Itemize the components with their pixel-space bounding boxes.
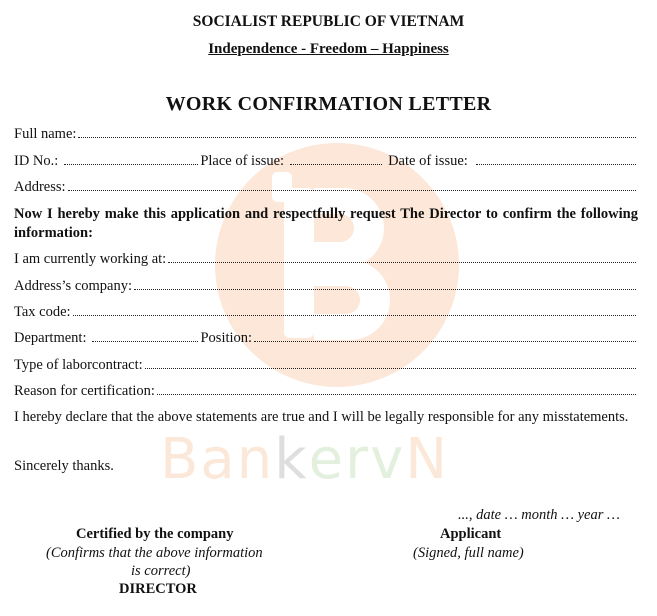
working-at-label: I am currently working at: bbox=[14, 251, 167, 267]
place-of-issue-field[interactable] bbox=[290, 153, 382, 165]
declaration-paragraph: I hereby declare that the above statements are true and I will be legally responsible for any misstatements. bbox=[14, 409, 629, 425]
applicant-signature-note: (Signed, full name) bbox=[413, 545, 524, 561]
company-address-row bbox=[14, 278, 638, 295]
address-label: Address: bbox=[14, 179, 66, 195]
date-of-issue-label: Date of issue: bbox=[388, 153, 468, 169]
reason-label: Reason for certification: bbox=[14, 383, 155, 399]
department-field[interactable] bbox=[92, 330, 198, 342]
reason-row bbox=[14, 383, 638, 400]
closing-text: Sincerely thanks. bbox=[14, 458, 114, 474]
contract-type-field[interactable] bbox=[145, 357, 636, 369]
date-line: ..., date … month … year … bbox=[458, 507, 620, 523]
department-row bbox=[14, 330, 638, 347]
request-paragraph: Now I hereby make this application and respectfully request The Director to confirm the following information: bbox=[14, 206, 638, 241]
company-signature-note-2: is correct) bbox=[131, 563, 191, 579]
position-field[interactable] bbox=[254, 330, 636, 342]
tax-code-label: Tax code: bbox=[14, 304, 71, 320]
tax-code-row bbox=[14, 304, 638, 321]
reason-field[interactable] bbox=[157, 383, 636, 395]
place-of-issue-label: Place of issue: bbox=[200, 153, 285, 169]
id-no-field[interactable] bbox=[64, 153, 198, 165]
id-row bbox=[14, 153, 638, 170]
full-name-label: Full name: bbox=[14, 126, 77, 142]
country-header: SOCIALIST REPUBLIC OF VIETNAM bbox=[192, 13, 465, 30]
company-signature-title: Certified by the company bbox=[76, 526, 234, 542]
working-at-row bbox=[14, 251, 638, 268]
applicant-signature-title: Applicant bbox=[440, 526, 502, 542]
motto-header: Independence - Freedom – Happiness bbox=[208, 41, 449, 57]
watermark-part-4: N bbox=[405, 427, 450, 492]
contract-type-label: Type of laborcontract: bbox=[14, 357, 143, 373]
id-no-label: ID No.: bbox=[14, 153, 59, 169]
watermark-part-2: k bbox=[274, 427, 309, 492]
director-title: DIRECTOR bbox=[119, 581, 197, 597]
company-address-label: Address’s company: bbox=[14, 278, 132, 294]
contract-type-row bbox=[14, 357, 638, 374]
address-field[interactable] bbox=[68, 179, 636, 191]
position-label: Position: bbox=[200, 330, 253, 346]
full-name-row bbox=[14, 126, 638, 143]
company-address-field[interactable] bbox=[134, 278, 636, 290]
watermark-part-3: erv bbox=[308, 427, 406, 492]
company-signature-note-1: (Confirms that the above information bbox=[46, 545, 263, 561]
address-row bbox=[14, 179, 638, 196]
date-of-issue-field[interactable] bbox=[476, 153, 636, 165]
document-title: WORK CONFIRMATION LETTER bbox=[165, 93, 492, 115]
working-at-field[interactable] bbox=[168, 251, 636, 263]
tax-code-field[interactable] bbox=[73, 304, 636, 316]
full-name-field[interactable] bbox=[78, 126, 636, 138]
department-label: Department: bbox=[14, 330, 87, 346]
watermark-part-1: Ban bbox=[160, 427, 275, 492]
